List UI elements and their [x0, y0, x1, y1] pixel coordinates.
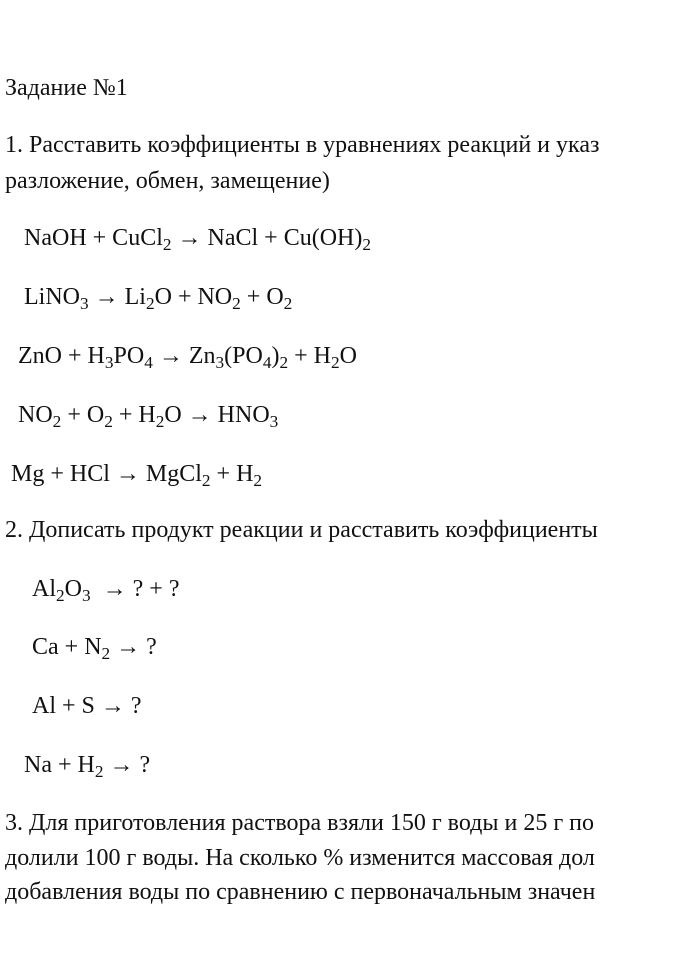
equation-text: + H [210, 461, 254, 487]
task3-text-line1: 3. Для приготовления раствора взяли 150 г воды и 25 г по [5, 810, 595, 836]
equation-subscript: 2 [104, 411, 113, 431]
equation-subscript: 2 [330, 352, 340, 372]
equation-text: Al [32, 576, 56, 602]
equation-subscript: 3 [104, 352, 114, 372]
equation-text: ) [271, 343, 280, 369]
equation-text: Al + S → ? [32, 693, 142, 719]
equation-subscript: 2 [279, 352, 289, 372]
equation-text: + O [61, 402, 105, 428]
equation-subscript: 2 [362, 234, 372, 254]
task1-equation-5 [11, 459, 262, 489]
equation-text: → Zn [152, 343, 216, 369]
task1-equation-1 [24, 223, 371, 253]
task1-equation-2 [24, 282, 292, 312]
task3-text-line2: долили 100 г воды. На сколько % изменится массовая дол [5, 845, 595, 871]
equation-text: Mg + HCl → MgCl [11, 461, 202, 487]
equation-text: → NaCl + Cu(OH) [171, 225, 363, 251]
equation-text: + H [288, 343, 331, 369]
task2-equation-2 [32, 632, 157, 662]
task1-instruction-line2: разложение, обмен, замещение) [5, 168, 330, 194]
equation-text: NaOH + CuCl [24, 225, 163, 251]
equation-subscript: 3 [215, 352, 225, 372]
equation-subscript: 2 [94, 761, 104, 781]
equation-subscript: 2 [162, 234, 172, 254]
equation-text: Ca + N [32, 634, 102, 660]
task2-equation-3 [32, 691, 142, 721]
equation-text: ZnO + H [18, 343, 105, 369]
task2-instruction: 2. Дописать продукт реакции и расставить коэффициенты [5, 517, 598, 543]
equation-text: LiNO [24, 284, 80, 310]
equation-text: → ? [103, 752, 151, 778]
equation-subscript: 4 [262, 352, 272, 372]
equation-subscript: 2 [283, 293, 293, 313]
equation-subscript: 2 [232, 293, 241, 313]
equation-subscript: 3 [80, 293, 89, 313]
task1-equation-4 [18, 400, 278, 430]
equation-text: → ? [110, 634, 157, 660]
equation-text: + H [112, 402, 156, 428]
task-title: Задание №1 [5, 75, 128, 101]
task2-equation-4 [24, 750, 150, 780]
equation-text: PO [113, 343, 145, 369]
equation-text: O → HNO [164, 402, 270, 428]
equation-text: (PO [224, 343, 263, 369]
equation-subscript: 2 [201, 470, 211, 490]
equation-text: → ? + ? [90, 576, 180, 602]
equation-text: + O [240, 284, 284, 310]
equation-subscript: 2 [253, 470, 263, 490]
equation-subscript: 2 [56, 585, 65, 605]
equation-subscript: 3 [81, 585, 91, 605]
equation-subscript: 2 [145, 293, 155, 313]
equation-text: O [339, 343, 357, 369]
equation-subscript: 4 [144, 352, 153, 372]
task2-equation-1 [32, 574, 179, 604]
equation-subscript: 3 [269, 411, 279, 431]
equation-subscript: 2 [155, 411, 165, 431]
equation-text: Na + H [24, 752, 95, 778]
equation-text: NO [18, 402, 53, 428]
equation-text: O + NO [154, 284, 233, 310]
equation-subscript: 2 [101, 643, 111, 663]
equation-subscript: 2 [52, 411, 62, 431]
task1-instruction-line1: 1. Расставить коэффициенты в уравнениях реакций и указ [5, 132, 600, 158]
equation-text: O [64, 576, 82, 602]
task3-text-line3: добавления воды по сравнению с первоначальным значен [5, 879, 596, 905]
task1-equation-3 [18, 341, 357, 371]
equation-text: → Li [88, 284, 146, 310]
